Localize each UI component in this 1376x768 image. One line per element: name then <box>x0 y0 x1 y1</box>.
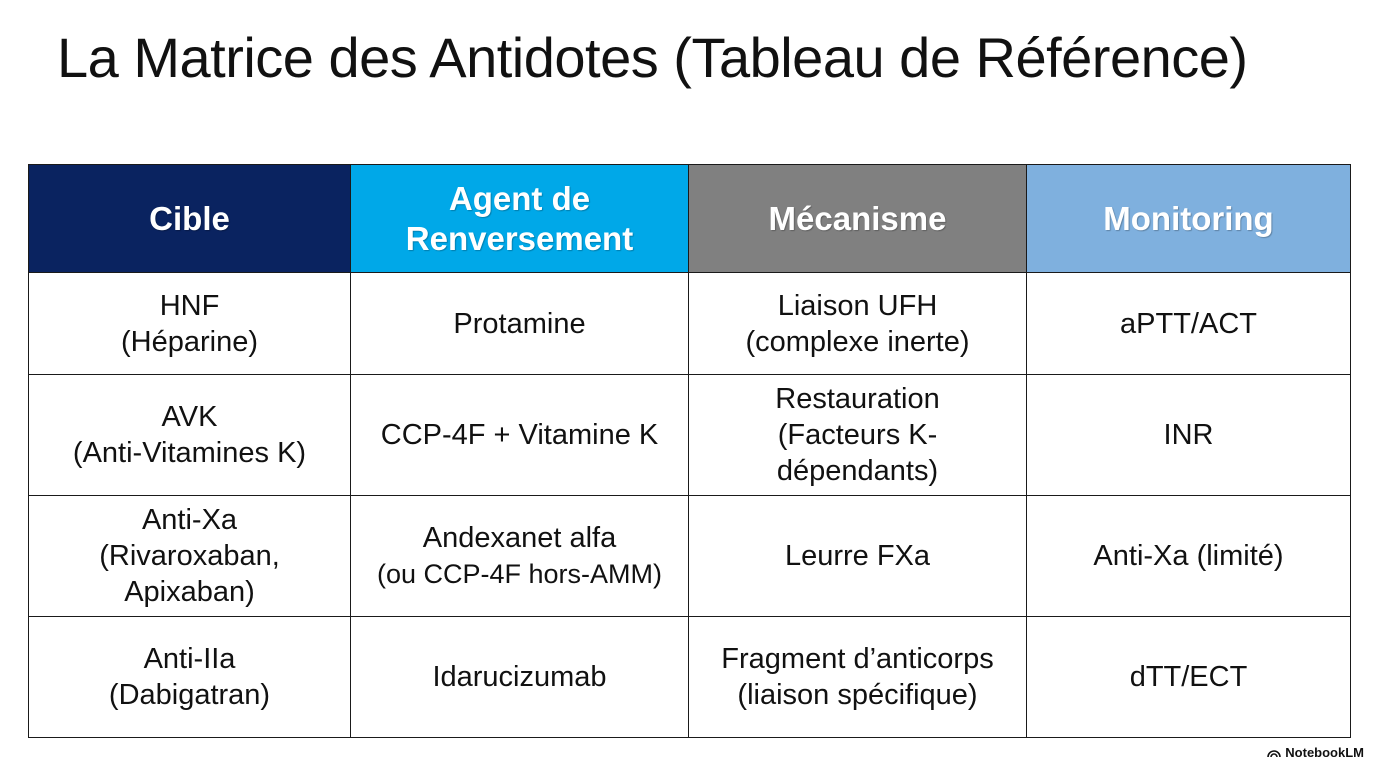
agent-line: Protamine <box>453 307 586 340</box>
antidote-matrix-table <box>28 164 1351 738</box>
cell-mecanisme <box>689 375 1027 496</box>
cell-monitoring <box>1027 496 1351 617</box>
agent-line: (ou CCP-4F hors-AMM) <box>376 559 663 589</box>
notebooklm-watermark <box>1267 745 1364 760</box>
cell-cible <box>29 496 351 617</box>
cible-line: (Héparine) <box>121 325 258 358</box>
table-header-row <box>29 165 1351 273</box>
agent-line: Idarucizumab <box>432 661 607 693</box>
mecanisme-line: (liaison spécifique) <box>737 679 978 711</box>
cell-mecanisme <box>689 617 1027 738</box>
table-row <box>29 617 1351 738</box>
mecanisme-line: Liaison UFH <box>777 289 938 322</box>
cible-line: (Rivaroxaban, <box>99 540 280 572</box>
mecanisme-line: (Facteurs K- <box>777 419 938 451</box>
cell-monitoring <box>1027 375 1351 496</box>
table-row <box>29 496 1351 617</box>
agent-line: CCP-4F + Vitamine K <box>380 419 659 451</box>
header-monitoring <box>1027 165 1351 273</box>
cell-cible <box>29 273 351 375</box>
cible-line: AVK <box>161 401 218 433</box>
mecanisme-line: Leurre FXa <box>784 540 931 572</box>
agent-line: Andexanet alfa <box>422 522 617 554</box>
cible-line: Anti-IIa <box>143 643 236 675</box>
header-cible <box>29 165 351 273</box>
header-monitoring-label: Monitoring <box>1103 199 1274 237</box>
mecanisme-line: (complexe inerte) <box>745 325 970 358</box>
monitoring-value: aPTT/ACT <box>1120 307 1257 340</box>
cell-agent <box>351 375 689 496</box>
cible-line: Apixaban) <box>124 576 255 608</box>
cell-agent <box>351 496 689 617</box>
header-mecanisme <box>689 165 1027 273</box>
table-row <box>29 375 1351 496</box>
monitoring-value: INR <box>1163 419 1214 451</box>
table-row <box>29 273 1351 375</box>
cible-line: Anti-Xa <box>141 504 238 536</box>
cell-mecanisme <box>689 273 1027 375</box>
cell-monitoring <box>1027 617 1351 738</box>
cible-line: (Dabigatran) <box>108 679 271 711</box>
cell-agent <box>351 617 689 738</box>
mecanisme-line: Fragment d’anticorps <box>721 643 994 675</box>
header-agent-label-line1: Agent de <box>448 179 591 217</box>
cible-line: HNF <box>159 289 220 322</box>
cible-line: (Anti-Vitamines K) <box>72 437 307 469</box>
cell-cible <box>29 617 351 738</box>
monitoring-value: Anti-Xa (limité) <box>1093 540 1284 572</box>
header-agent-label-line2: Renversement <box>405 219 634 257</box>
header-mecanisme-label: Mécanisme <box>768 199 947 237</box>
header-agent <box>351 165 689 273</box>
notebooklm-logo-icon <box>1267 748 1281 758</box>
page-title: La Matrice des Antidotes (Tableau de Référence) <box>57 26 1248 89</box>
cell-mecanisme <box>689 496 1027 617</box>
cell-monitoring <box>1027 273 1351 375</box>
header-cible-label: Cible <box>149 199 230 237</box>
brand-label: NotebookLM <box>1285 745 1364 760</box>
mecanisme-line: Restauration <box>775 383 940 415</box>
cell-agent <box>351 273 689 375</box>
cell-cible <box>29 375 351 496</box>
mecanisme-line: dépendants) <box>776 455 939 487</box>
monitoring-value: dTT/ECT <box>1129 661 1248 693</box>
